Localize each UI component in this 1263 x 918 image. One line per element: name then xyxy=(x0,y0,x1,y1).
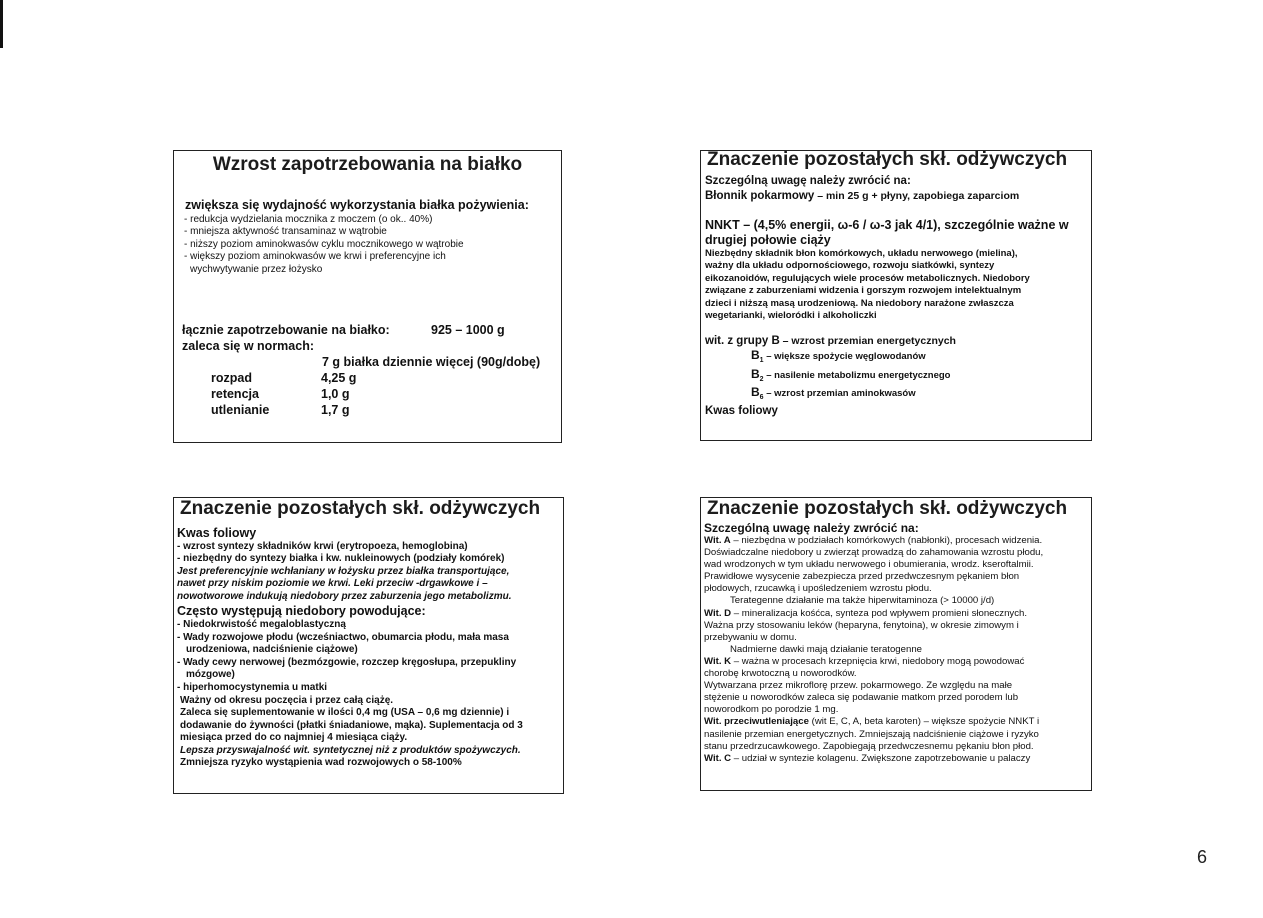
list-item: - mniejsza aktywność transaminaz w wątrobie xyxy=(184,226,387,238)
slide-protein-demand xyxy=(173,150,562,443)
attention-heading: Szczególną uwagę należy zwrócić na: xyxy=(704,521,919,535)
b1-name: B xyxy=(751,348,760,363)
list-item: - redukcja wydzielania mocznika z moczem (o ok.. 40%) xyxy=(184,214,433,225)
vit-k-line: stężenie u noworodków zaleca się podawanie matkom przed porodem lub xyxy=(704,692,1019,704)
deficit-line: - Niedokrwistość megaloblastyczną xyxy=(177,619,346,631)
vit-anti-line xyxy=(704,716,1089,728)
vit-k-line: Wytwarzana przez mikroflorę przew. pokarmowego. Ze względu na małe xyxy=(704,680,1013,692)
bullet-list xyxy=(184,214,464,276)
slide-folic-acid xyxy=(173,497,564,794)
vit-a-line xyxy=(704,535,1089,547)
vit-k-line: noworodkom po porodzie 1 mg. xyxy=(704,704,839,716)
b1-sub: 1 xyxy=(759,357,764,365)
closing-last: Zmniejsza ryzyko wystąpienia wad rozwojowych o 58-100% xyxy=(180,757,462,769)
folic-italic: nawet przy niskim poziomie we krwi. Leki przeciw -drgawkowe i – xyxy=(177,578,488,590)
lead-text: zwiększa się wydajność wykorzystania białka pożywienia: xyxy=(185,198,529,212)
closing-line: Ważny od okresu poczęcia i przez całą ciążę. xyxy=(180,694,394,706)
deficit-line: urodzeniowa, nadciśnienie ciążowe) xyxy=(186,644,358,656)
vit-d-teratogen: Nadmierne dawki mają działanie teratogenne xyxy=(730,643,922,655)
vit-anti-line: nasilenie przemian energetycznych. Zmniejszają nadciśnienie ciążowe i ryzyko xyxy=(704,728,1039,740)
vit-c-label: Wit. C xyxy=(704,752,732,764)
row-label: utlenianie xyxy=(211,403,270,417)
slide-body xyxy=(705,174,1087,419)
row-value: 1,0 g xyxy=(321,387,350,401)
total-value: 925 – 1000 g xyxy=(431,323,505,337)
b2-sub: 2 xyxy=(759,375,764,383)
nnkt-heading-2: drugiej połowie ciąży xyxy=(705,233,831,247)
closing-italic: Lepsza przyswajalność wit. syntetycznej niż z produktów spożywczych. xyxy=(180,744,521,756)
nnkt-desc: wegetarianki, wieloródki i alkoholiczki xyxy=(705,310,877,322)
folic-line: - wzrost syntezy składników krwi (erytropoeza, hemoglobina) xyxy=(177,541,468,552)
vit-k-label: Wit. K xyxy=(704,655,732,667)
slide-body xyxy=(177,525,560,770)
vit-k-line xyxy=(704,656,1089,668)
b2-name: B xyxy=(751,366,760,381)
slide-title: Znaczenie pozostałych skł. odżywczych xyxy=(180,498,541,519)
b1-line xyxy=(705,349,1087,367)
closing-line: dodawanie do żywności (płatki śniadaniowe, mąka). Suplementacja od 3 xyxy=(180,719,523,731)
folic-line: - niezbędny do syntezy białka i kw. nukleinowych (podziały komórek) xyxy=(177,553,505,565)
deficit-line: - Wady cewy nerwowej (bezmózgowie, rozczep kręgosłupa, przepukliny xyxy=(177,656,517,668)
vit-d-text: – mineralizacja kośćca, synteza pod wpływem promieni słonecznych. xyxy=(731,607,1028,619)
folic-italic: nowotworowe indukują niedobory przez zaburzenia jego metabolizmu. xyxy=(177,590,512,602)
vit-k-line: chorobę krwotoczną u noworodków. xyxy=(704,668,857,680)
slide-nutrients-fiber xyxy=(700,150,1092,441)
slide-body xyxy=(704,521,1089,765)
row-value: 4,25 g xyxy=(321,371,357,385)
b2-line xyxy=(705,368,1087,386)
fiber-label: Błonnik pokarmowy xyxy=(705,190,815,202)
slide-vitamins xyxy=(700,497,1092,791)
vit-anti-text: (wit E, C, A, beta karoten) – większe spożycie NNKT i xyxy=(808,716,1040,728)
b6-desc: – wzrost przemian aminokwasów xyxy=(763,388,916,400)
deficit-line: - Wady rozwojowe płodu (wcześniactwo, obumarcia płodu, mała masa xyxy=(177,631,509,643)
vitb-line xyxy=(705,334,1087,349)
fiber-note: – min 25 g + płyny, zapobiega zaparciom xyxy=(814,190,1020,202)
vit-d-line: Ważna przy stosowaniu leków (heparyna, fenytoina), w okresie zimowym i xyxy=(704,619,1019,631)
nnkt-heading: NNKT – (4,5% energii, ω-6 / ω-3 jak 4/1), szczególnie ważne w xyxy=(705,218,1069,232)
b1-desc: – większe spożycie węglowodanów xyxy=(763,351,926,363)
nnkt-desc: eikozanoidów, regulujących wiele procesów metabolicznych. Niedobory xyxy=(705,272,1030,284)
deficit-line: mózgowe) xyxy=(186,669,235,681)
attention-heading: Szczególną uwagę należy zwrócić na: xyxy=(705,175,911,187)
vit-d-line xyxy=(704,608,1089,620)
nnkt-desc: ważny dla układu odpornościowego, rozwoju siatkówki, syntezy xyxy=(705,260,995,272)
list-item: wychwytywanie przez łożysko xyxy=(190,263,323,275)
vit-a-line: Doświadczalne niedobory u zwierząt prowadzą do zahamowania wzrostu płodu, xyxy=(704,547,1044,559)
row-label: rozpad xyxy=(211,371,252,385)
extra-protein: 7 g białka dziennie więcej (90g/dobę) xyxy=(322,355,541,369)
norm-label: zaleca się w normach: xyxy=(182,339,315,353)
vit-d-line: przebywaniu w domu. xyxy=(704,631,797,643)
vit-c-text: – udział w syntezie kolagenu. Zwiększone zapotrzebowanie u palaczy xyxy=(731,752,1031,764)
vit-a-text: – niezbędna w podziałach komórkowych (nabłonki), procesach widzenia. xyxy=(730,535,1043,546)
b6-sub: 6 xyxy=(759,393,764,401)
vit-a-teratogen: Terategenne działanie ma także hiperwitaminoza (> 10000 j/d) xyxy=(730,595,995,607)
vit-anti-line: stanu przedrzucawkowego. Zapobiegają przedwczesnemu pękaniu błon płod. xyxy=(704,740,1034,752)
folic-line: Kwas foliowy xyxy=(705,405,778,418)
scan-edge-mark xyxy=(0,0,3,48)
vit-k-text: – ważna w procesach krzepnięcia krwi, niedobory mogą powodować xyxy=(731,655,1025,667)
vit-a-line: wad wrodzonych w tym układu nerwowego i obumierania, wrodz. kseroftalmii. xyxy=(704,559,1034,571)
vitb-label: wit. z grupy B xyxy=(705,335,780,348)
b6-name: B xyxy=(751,385,760,400)
total-label: łącznie zapotrzebowanie na białko: xyxy=(182,323,390,337)
vitb-note: – wzrost przemian energetycznych xyxy=(779,335,956,348)
b2-desc: – nasilenie metabolizmu energetycznego xyxy=(763,369,951,381)
slide-title: Znaczenie pozostałych skł. odżywczych xyxy=(707,498,1068,519)
page-number: 6 xyxy=(1197,847,1208,867)
nnkt-desc: dzieci i niższą masą urodzeniową. Na niedobory narażone zwłaszcza xyxy=(705,297,1014,309)
row-label: retencja xyxy=(211,387,259,401)
deficit-heading: Często występują niedobory powodujące: xyxy=(177,604,426,619)
vit-a-label: Wit. A xyxy=(704,535,731,546)
list-item: - niższy poziom aminokwasów cyklu mocznikowego w wątrobie xyxy=(184,238,464,250)
vit-a-line: Prawidłowe wysycenie zabezpiecza przed przedwczesnym pękaniem błon xyxy=(704,571,1020,583)
b6-line xyxy=(705,386,1087,404)
vit-c-line xyxy=(704,753,1089,765)
folic-italic: Jest preferencyjnie wchłaniany w łożysku przez białka transportujące, xyxy=(177,565,510,577)
slide-title: Wzrost zapotrzebowania na białko xyxy=(212,154,523,175)
closing-line: Zaleca się suplementowanie w ilości 0,4 mg (USA – 0,6 mg dziennie) i xyxy=(180,707,510,719)
row-value: 1,7 g xyxy=(321,403,350,417)
nnkt-desc: Niezbędny składnik błon komórkowych, układu nerwowego (mielina), xyxy=(705,248,1018,259)
fiber-line xyxy=(705,189,1087,204)
list-item: - większy poziom aminokwasów we krwi i preferencyjne ich xyxy=(184,251,446,263)
vit-d-label: Wit. D xyxy=(704,607,732,619)
folic-heading: Kwas foliowy xyxy=(177,526,257,540)
deficit-line: - hiperhomocystynemia u matki xyxy=(177,682,328,693)
vit-a-line: płodowych, rzucawką i upośledzeniem wzrostu płodu. xyxy=(704,583,932,595)
closing-line: miesiąca przed do co najmniej 4 miesiąca ciąży. xyxy=(180,732,408,744)
vit-anti-label: Wit. przeciwutleniające xyxy=(704,716,809,728)
slide-title: Znaczenie pozostałych skł. odżywczych xyxy=(707,150,1068,170)
nnkt-desc: związane z zaburzeniami widzenia i gorszym rozwojem intelektualnym xyxy=(705,285,1022,297)
